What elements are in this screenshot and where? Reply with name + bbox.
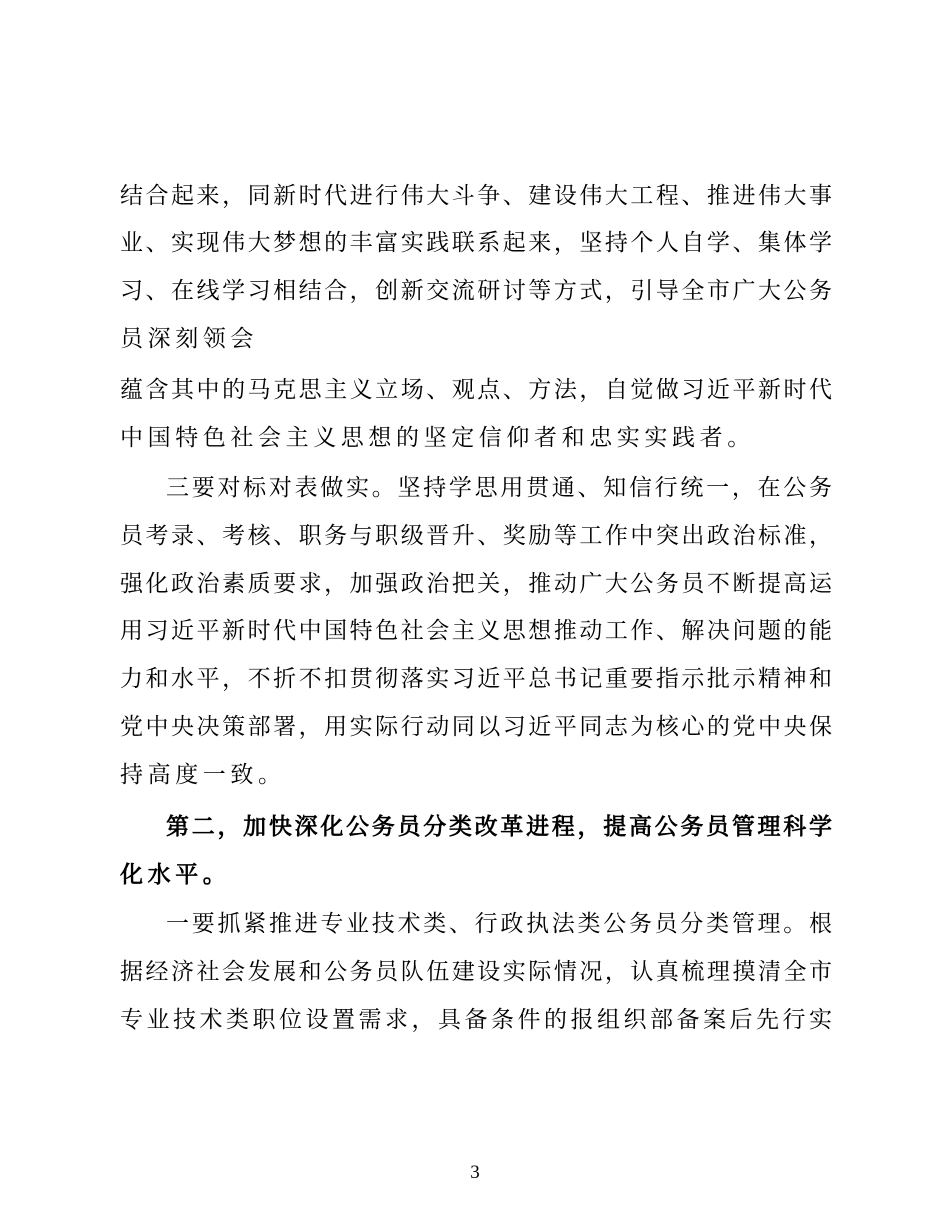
body-text-line: 习、在线学习相结合，创新交流研讨等方式，引导全市广大公务 — [120, 278, 832, 304]
body-text-line: 据经济社会发展和公务员队伍建设实际情况，认真梳理摸清全市 — [120, 959, 832, 985]
paragraph-first-line: 一要抓紧推进专业技术类、行政执法类公务员分类管理。根 — [166, 911, 832, 937]
body-text-line: 专业技术类职位设置需求，具备条件的报组织部备案后先行实 — [120, 1007, 832, 1033]
body-text-line: 业、实现伟大梦想的丰富实践联系起来，坚持个人自学、集体学 — [120, 230, 832, 256]
body-text-line: 强化政治素质要求，加强政治把关，推动广大公务员不断提高运 — [120, 571, 832, 597]
body-text-line: 蕴含其中的马克思主义立场、观点、方法，自觉做习近平新时代 — [120, 377, 832, 403]
body-text-line: 力和水平，不折不扣贯彻落实习近平总书记重要指示批示精神和 — [120, 666, 832, 692]
body-text-line: 用习近平新时代中国特色社会主义思想推动工作、解决问题的能 — [120, 618, 832, 644]
body-text-line: 中国特色社会主义思想的坚定信仰者和忠实实践者。 — [120, 425, 755, 451]
page-number: 3 — [470, 1162, 480, 1183]
section-heading: 第二，加快深化公务员分类改革进程，提高公务员管理科学 — [166, 814, 832, 840]
body-text-line: 持高度一致。 — [120, 762, 286, 788]
body-text-line: 员深刻领会 — [120, 326, 258, 352]
section-heading-continuation: 化水平。 — [120, 862, 231, 888]
body-text-line: 结合起来，同新时代进行伟大斗争、建设伟大工程、推进伟大事 — [120, 183, 832, 209]
body-text-line: 党中央决策部署，用实际行动同以习近平同志为核心的党中央保 — [120, 714, 832, 740]
body-text-line: 员考录、考核、职务与职级晋升、奖励等工作中突出政治标准， — [120, 523, 832, 549]
paragraph-first-line: 三要对标对表做实。坚持学思用贯通、知信行统一，在公务 — [166, 475, 832, 501]
